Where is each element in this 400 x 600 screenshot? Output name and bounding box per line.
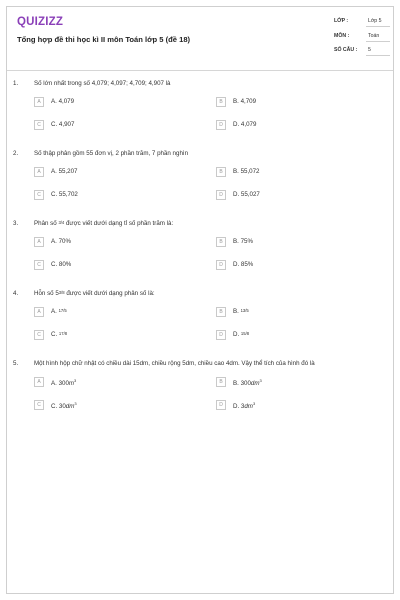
meta-label: SỐ CÂU :: [334, 47, 358, 53]
option-prefix: D.: [233, 331, 241, 338]
question-2: [7, 150, 393, 216]
fraction-math: 3/8: [58, 290, 65, 295]
option-text: A. 55,207: [51, 168, 78, 175]
option-letter-box[interactable]: B: [216, 97, 226, 107]
option-letter-box[interactable]: A: [34, 167, 44, 177]
option-text: [233, 331, 249, 338]
meta-value: Toán: [368, 32, 380, 39]
option-text: D. 4,079: [233, 121, 257, 128]
option-prefix: C.: [51, 331, 59, 338]
option-prefix: C. 30: [51, 403, 66, 411]
unit: m: [68, 380, 75, 388]
option-letter-box[interactable]: A: [34, 97, 44, 107]
option-text: B. 75%: [233, 238, 253, 245]
meta-label: MÔN :: [334, 32, 350, 39]
question-text: Số thập phân gồm 55 đơn vị, 2 phần trăm, 7 phần nghìn: [34, 150, 189, 157]
option-text: [233, 401, 255, 410]
option-letter-box[interactable]: B: [216, 377, 226, 387]
option-letter-box[interactable]: C: [34, 260, 44, 270]
option-text: C. 55,702: [51, 191, 78, 198]
meta-subject: [334, 33, 390, 48]
option-letter-box[interactable]: B: [216, 167, 226, 177]
option-text: [51, 378, 76, 387]
quizizz-logo: QUIZIZZ: [17, 16, 64, 28]
option-text: [233, 378, 262, 387]
exponent: 3: [252, 401, 256, 406]
exponent: 3: [74, 378, 77, 383]
worksheet-page: [6, 6, 394, 594]
option-text: [51, 401, 77, 410]
question-text-after: được viết dưới dạng tỉ số phần trăm là:: [64, 220, 174, 227]
option-letter-box[interactable]: D: [216, 400, 226, 410]
option-prefix: D. 3: [233, 403, 245, 411]
meta-underline: [366, 41, 390, 42]
option-letter-box[interactable]: D: [216, 330, 226, 340]
option-text: [51, 331, 67, 338]
option-prefix: A. 300: [51, 380, 69, 388]
fraction-math: 15/8: [240, 331, 250, 336]
question-number: 4.: [13, 290, 19, 297]
option-letter-box[interactable]: B: [216, 307, 226, 317]
option-letter-box[interactable]: A: [34, 237, 44, 247]
option-text: C. 4,907: [51, 121, 75, 128]
option-letter-box[interactable]: C: [34, 330, 44, 340]
meta-value: 5: [368, 47, 371, 53]
worksheet-title: Tổng hợp đề thi học kì II môn Toán lớp 5 (đề 18): [17, 35, 191, 44]
question-4: [7, 290, 393, 356]
meta-question-count: [334, 47, 390, 62]
unit: dm: [250, 380, 260, 388]
option-text: [233, 308, 249, 315]
question-text-before: Hỗn số 5: [34, 290, 59, 297]
question-1: [7, 80, 393, 146]
meta-info: [334, 18, 390, 62]
fraction-math: 13/5: [240, 308, 249, 313]
question-number: 2.: [13, 150, 19, 157]
option-letter-box[interactable]: D: [216, 120, 226, 130]
meta-label: LỚP :: [334, 18, 349, 24]
question-number: 3.: [13, 220, 19, 227]
meta-value: Lớp 5: [368, 18, 382, 24]
option-letter-box[interactable]: D: [216, 190, 226, 200]
question-text: Một hình hộp chữ nhật có chiều dài 15dm, chiều rộng 5dm, chiều cao 4dm. Vậy thể tích của hình đó là: [34, 360, 315, 367]
unit: dm: [65, 403, 75, 411]
exponent: 3: [74, 401, 77, 406]
option-letter-box[interactable]: A: [34, 307, 44, 317]
option-text: D. 85%: [233, 261, 254, 268]
option-letter-box[interactable]: D: [216, 260, 226, 270]
unit: dm: [244, 403, 253, 411]
worksheet-header: [7, 7, 393, 71]
fraction-math: 17/8: [58, 331, 68, 336]
fraction-math: 3/4: [58, 220, 65, 225]
question-number: 1.: [13, 80, 19, 87]
option-text: C. 80%: [51, 261, 72, 268]
question-3: [7, 220, 393, 286]
fraction-math: 17/5: [58, 308, 67, 313]
option-text: A. 70%: [51, 238, 71, 245]
option-text: B. 55,072: [233, 168, 260, 175]
question-text: [34, 290, 155, 297]
exponent: 3: [259, 378, 262, 383]
question-text-after: được viết dưới dạng phân số là:: [64, 290, 155, 297]
option-text: A. 4,079: [51, 98, 75, 105]
option-text: [51, 308, 67, 315]
question-text: Số lớn nhất trong số 4,079; 4,097; 4,709; 4,907 là: [34, 80, 171, 87]
meta-class: [334, 18, 390, 33]
option-letter-box[interactable]: C: [34, 120, 44, 130]
question-text: [34, 220, 173, 227]
option-prefix: B. 300: [233, 380, 251, 388]
option-text: B. 4,709: [233, 98, 257, 105]
option-letter-box[interactable]: A: [34, 377, 44, 387]
question-text-before: Phân số: [34, 220, 59, 227]
option-prefix: A.: [51, 308, 59, 315]
meta-underline: [366, 55, 390, 56]
option-letter-box[interactable]: B: [216, 237, 226, 247]
option-letter-box[interactable]: C: [34, 190, 44, 200]
option-text: D. 55,027: [233, 191, 260, 198]
question-5: [7, 360, 393, 426]
option-letter-box[interactable]: C: [34, 400, 44, 410]
meta-underline: [366, 26, 390, 27]
question-number: 5.: [13, 360, 19, 367]
option-prefix: B.: [233, 308, 241, 315]
